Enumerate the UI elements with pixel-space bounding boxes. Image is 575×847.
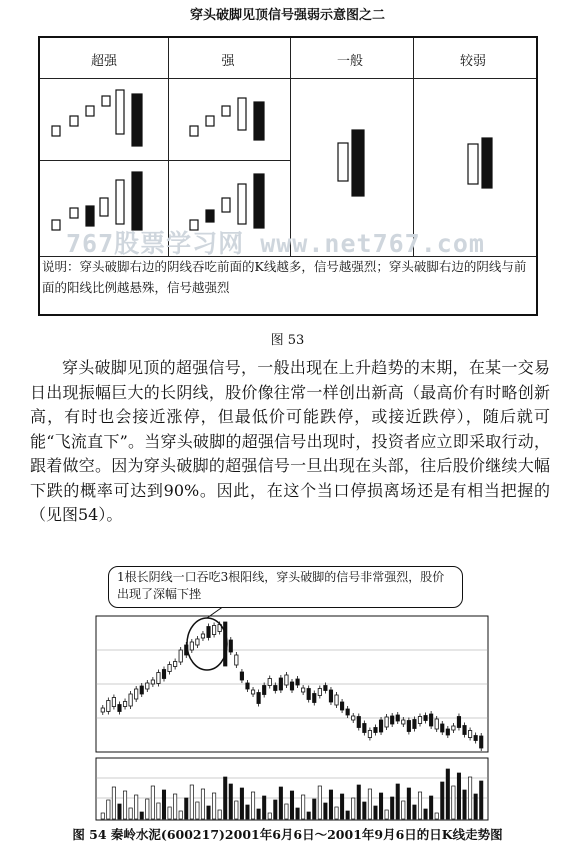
volume-bar bbox=[118, 804, 121, 819]
candle-body bbox=[313, 694, 316, 703]
candle-body bbox=[235, 655, 238, 665]
volume-bar bbox=[251, 792, 254, 819]
volume-bar bbox=[135, 795, 138, 819]
volume-bar bbox=[168, 807, 171, 819]
volume-bar bbox=[474, 794, 477, 819]
candle-body bbox=[346, 709, 349, 715]
candle-body bbox=[274, 686, 277, 691]
candle-body bbox=[396, 715, 399, 721]
sketch-strong-2 bbox=[190, 174, 264, 230]
volume-bar bbox=[424, 809, 427, 819]
volume-bar bbox=[463, 790, 466, 819]
volume-bar bbox=[346, 811, 349, 819]
sketch-normal bbox=[338, 130, 364, 196]
candle-body bbox=[429, 714, 432, 726]
volume-bar bbox=[296, 808, 299, 819]
volume-bar bbox=[263, 796, 266, 819]
candle-body bbox=[290, 682, 293, 690]
chart-callout: 1根长阴线一口吞吃3根阳线，穿头破脚的信号非常强烈，股价出现了深幅下挫 bbox=[108, 566, 463, 608]
candle-body bbox=[463, 726, 466, 735]
header-super-strong: 超强 bbox=[90, 54, 117, 69]
volume-bar bbox=[235, 801, 238, 819]
candle-body bbox=[251, 690, 254, 694]
candle-body bbox=[324, 686, 327, 691]
body-paragraph bbox=[30, 356, 550, 528]
volume-bar bbox=[246, 805, 249, 819]
candle-body bbox=[335, 695, 338, 705]
volume-bar bbox=[201, 789, 204, 819]
candle-body bbox=[101, 708, 104, 712]
sketch-weak bbox=[468, 138, 492, 188]
volume-bar bbox=[457, 773, 460, 819]
volume-bar bbox=[268, 813, 271, 819]
volume-bar bbox=[435, 813, 438, 819]
candle-body bbox=[391, 716, 394, 724]
candle-body bbox=[285, 675, 288, 685]
figure-54-caption: 图 54 秦岭水泥(600217)2001年6月6日～2001年9月6日的日K线走势图 bbox=[72, 827, 503, 842]
candle-body bbox=[446, 729, 449, 735]
candle-body bbox=[257, 693, 260, 704]
watermark: 767股票学习网 www.net767.com bbox=[66, 229, 485, 258]
volume-bar bbox=[379, 793, 382, 819]
sketch-strong-1 bbox=[190, 98, 264, 140]
volume-bar bbox=[107, 800, 110, 819]
candle-body bbox=[263, 686, 266, 695]
candle-body bbox=[168, 665, 171, 672]
volume-bar bbox=[207, 806, 210, 819]
volume-bar bbox=[313, 799, 316, 819]
candle-body bbox=[123, 702, 126, 707]
header-normal: 一般 bbox=[336, 54, 363, 69]
candle-body bbox=[363, 724, 366, 733]
volume-bar bbox=[224, 777, 227, 819]
candle-body bbox=[151, 680, 154, 684]
volume-bar bbox=[173, 794, 176, 819]
candle-body bbox=[468, 731, 471, 738]
candle-body bbox=[146, 683, 149, 689]
candle-body bbox=[135, 689, 138, 699]
volume-bar bbox=[324, 803, 327, 819]
volume-bar bbox=[418, 792, 421, 819]
candle-body bbox=[340, 702, 343, 710]
stock-kline-chart bbox=[74, 602, 498, 824]
candle-body bbox=[352, 716, 355, 720]
figure-title: 穿头破脚见顶信号强弱示意图之二 bbox=[189, 8, 385, 23]
candle-body bbox=[474, 736, 477, 741]
volume-bar bbox=[413, 805, 416, 819]
volume-bar bbox=[357, 785, 360, 819]
candle-body bbox=[318, 689, 321, 696]
volume-bar bbox=[162, 790, 165, 819]
volume-bar bbox=[151, 786, 154, 819]
volume-bar bbox=[179, 811, 182, 819]
volume-bar bbox=[374, 806, 377, 819]
paragraph-text: 穿头破脚见顶的超强信号，一般出现在上升趋势的末期，在某一交易日出现振幅巨大的长阴线，股价像往常一样创出新高（最高价有时略创新高，有时也会接近涨停，但最低价可能跌停，或接近跌停），随后就可能“飞流直下”。当穿头破脚的超强信号出现时，投资者应立即采取行动，跟着做空。因为穿头破脚的超强信号一旦出现在头部，往后股价继续大幅下跌的概率可达到90%。因此，在这个当口停损离场还是有相当把握的（见图54）。 bbox=[30, 358, 550, 524]
volume-bar bbox=[446, 769, 449, 819]
figure-53-label: 图 53 bbox=[270, 333, 305, 348]
volume-bar bbox=[157, 803, 160, 819]
candle-body bbox=[140, 686, 143, 694]
candle-body bbox=[173, 662, 176, 667]
volume-bar bbox=[468, 777, 471, 819]
volume-bar bbox=[123, 791, 126, 819]
volume-bar bbox=[452, 786, 455, 819]
volume-bar bbox=[407, 788, 410, 819]
figure-note: 说明：穿头破脚右边的阴线吞吃前面的K线越多，信号越强烈；穿头破脚右边的阴线与前面的阳线比例越悬殊，信号越强烈 bbox=[42, 259, 527, 295]
sketch-super-strong-1 bbox=[52, 90, 142, 146]
volume-bar bbox=[301, 795, 304, 819]
volume-bar bbox=[140, 812, 143, 819]
candle-body bbox=[413, 720, 416, 729]
sketch-super-strong-2 bbox=[52, 172, 142, 230]
candle-body bbox=[229, 640, 232, 652]
candle-body bbox=[407, 721, 410, 732]
candle-body bbox=[118, 705, 121, 712]
volume-bar bbox=[318, 786, 321, 819]
volume-bar bbox=[218, 810, 221, 819]
volume-bar bbox=[285, 804, 288, 819]
candle-body bbox=[435, 719, 438, 729]
volume-bar bbox=[129, 808, 132, 819]
candle-body bbox=[385, 717, 388, 727]
volume-bar bbox=[391, 797, 394, 819]
volume-bar bbox=[229, 784, 232, 819]
volume-bar bbox=[335, 807, 338, 819]
volume-bar bbox=[480, 781, 483, 819]
candle-body bbox=[240, 672, 243, 680]
candle-body bbox=[368, 731, 371, 738]
candle-body bbox=[129, 694, 132, 706]
volume-bar bbox=[274, 800, 277, 819]
volume-bar bbox=[363, 802, 366, 819]
volume-bar bbox=[185, 798, 188, 819]
candle-body bbox=[162, 670, 165, 679]
volume-bar bbox=[307, 812, 310, 819]
candle-body bbox=[190, 642, 193, 650]
candle-body bbox=[301, 688, 304, 692]
volume-bar bbox=[279, 787, 282, 819]
volume-bar bbox=[385, 810, 388, 819]
candle-body bbox=[107, 701, 110, 712]
candle-body bbox=[179, 650, 182, 662]
volume-bar bbox=[441, 782, 444, 819]
header-weak: 较弱 bbox=[459, 54, 486, 69]
volume-bar bbox=[101, 813, 104, 819]
header-strong: 强 bbox=[221, 54, 235, 69]
volume-bar bbox=[368, 789, 371, 819]
volume-bar bbox=[290, 791, 293, 819]
volume-bar bbox=[240, 788, 243, 819]
candle-body bbox=[480, 736, 483, 748]
volume-bar bbox=[396, 784, 399, 819]
candle-body bbox=[246, 683, 249, 689]
volume-bar bbox=[112, 787, 115, 819]
candle-body bbox=[402, 720, 405, 724]
candle-body bbox=[379, 720, 382, 732]
candle-body bbox=[418, 717, 421, 724]
candle-body bbox=[157, 673, 160, 684]
volume-bar bbox=[146, 799, 149, 819]
volume-bar bbox=[340, 794, 343, 819]
candle-body bbox=[374, 728, 377, 733]
candle-body bbox=[424, 716, 427, 721]
volume-bar bbox=[352, 798, 355, 819]
candle-body bbox=[279, 678, 282, 690]
volume-bar bbox=[402, 801, 405, 819]
candle-body bbox=[112, 698, 115, 707]
candle-body bbox=[329, 690, 332, 702]
candle-body bbox=[296, 679, 299, 685]
candle-body bbox=[452, 726, 455, 730]
candle-body bbox=[268, 679, 271, 686]
volume-bar bbox=[329, 790, 332, 819]
volume-bar bbox=[257, 809, 260, 819]
volume-bar bbox=[212, 793, 215, 819]
candle-body bbox=[207, 627, 210, 638]
candle-body bbox=[357, 717, 360, 728]
candle-body bbox=[201, 634, 204, 638]
candle-body bbox=[212, 626, 215, 635]
volume-bar bbox=[190, 785, 193, 819]
candle-body bbox=[457, 717, 460, 728]
candle-body bbox=[307, 689, 310, 700]
candle-body bbox=[196, 639, 199, 645]
volume-bar bbox=[429, 796, 432, 819]
candle-body bbox=[441, 724, 444, 732]
volume-bar bbox=[196, 802, 199, 819]
